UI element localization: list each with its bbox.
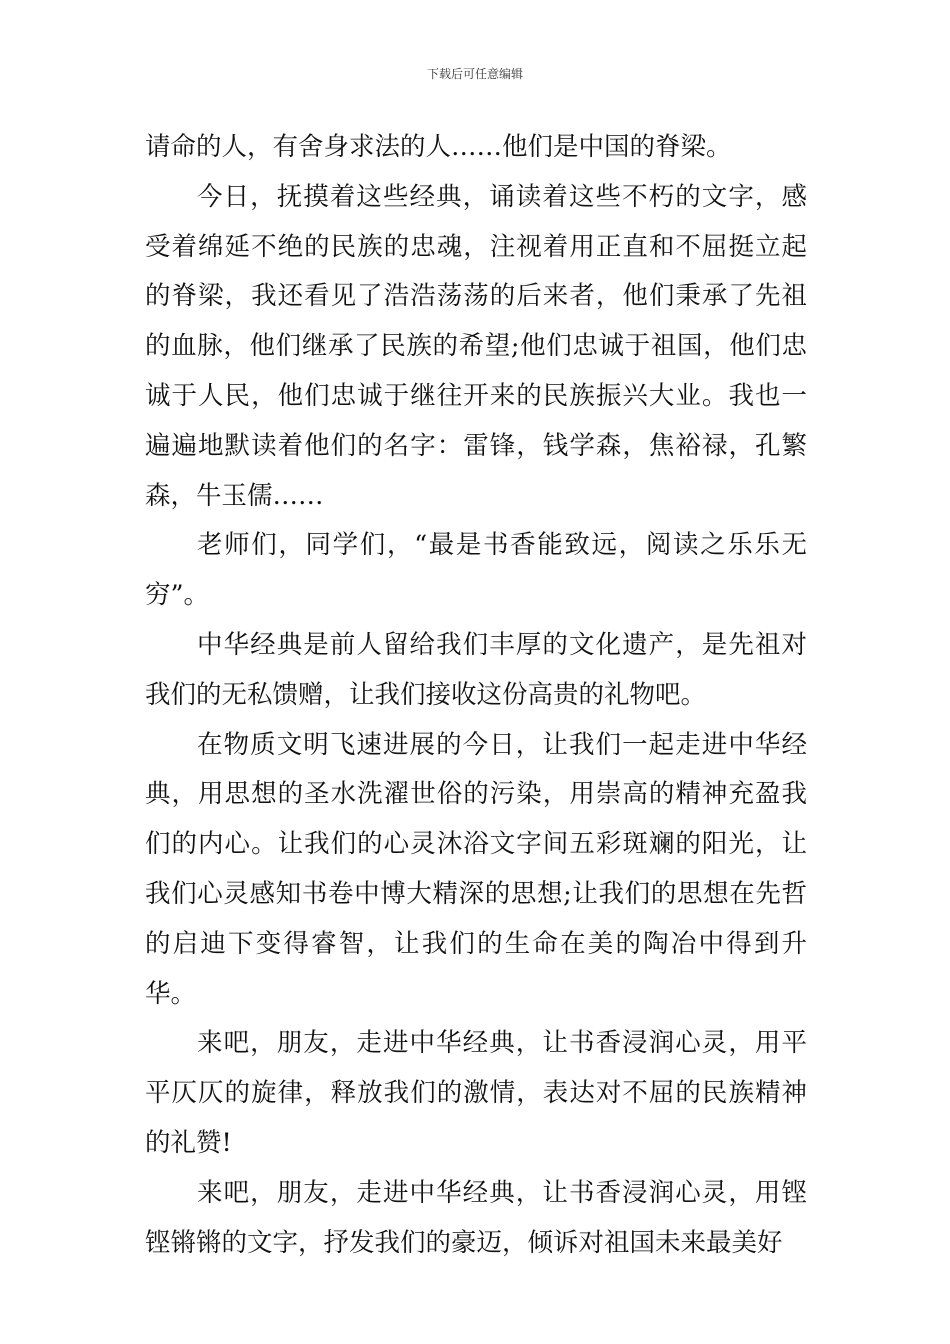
paragraph-6: 来吧，朋友，走进中华经典，让书香浸润心灵，用平平仄仄的旋律，释放我们的激情，表达对不屈的民族精神的礼赞! xyxy=(145,1028,807,1158)
page-header-note: 下载后可任意编辑 xyxy=(426,67,523,81)
paragraph-7: 来吧，朋友，走进中华经典，让书香浸润心灵，用铿铿锵锵的文字，抒发我们的豪迈，倾诉对祖国未来最美好 xyxy=(145,1177,807,1258)
paragraph-3: 老师们，同学们，“最是书香能致远，阅读之乐乐无穷”。 xyxy=(145,530,807,611)
paragraph-1: 请命的人，有舍身求法的人……他们是中国的脊梁。 xyxy=(145,132,732,162)
paragraph-5: 在物质文明飞速进展的今日，让我们一起走进中华经典，用思想的圣水洗濯世俗的污染，用崇高的精神充盈我们的内心。让我们的心灵沐浴文字间五彩斑斓的阳光，让我们心灵感知书卷中博大精深的思想;让我们的思想在先哲的启迪下变得睿智，让我们的生命在美的陶冶中得到升华。 xyxy=(145,729,807,1009)
paragraph-2: 今日，抚摸着这些经典，诵读着这些不朽的文字，感受着绵延不绝的民族的忠魂，注视着用正直和不屈挺立起的脊梁，我还看见了浩浩荡荡的后来者，他们秉承了先祖的血脉，他们继承了民族的希望;他们忠诚于祖国，他们忠诚于人民，他们忠诚于继往开来的民族振兴大业。我也一遍遍地默读着他们的名字：雷锋，钱学森，焦裕禄，孔繁森，牛玉儒…… xyxy=(145,181,807,511)
paragraph-4: 中华经典是前人留给我们丰厚的文化遗产，是先祖对我们的无私馈赠，让我们接收这份高贵的礼物吧。 xyxy=(145,629,807,710)
document-body xyxy=(145,123,807,1268)
